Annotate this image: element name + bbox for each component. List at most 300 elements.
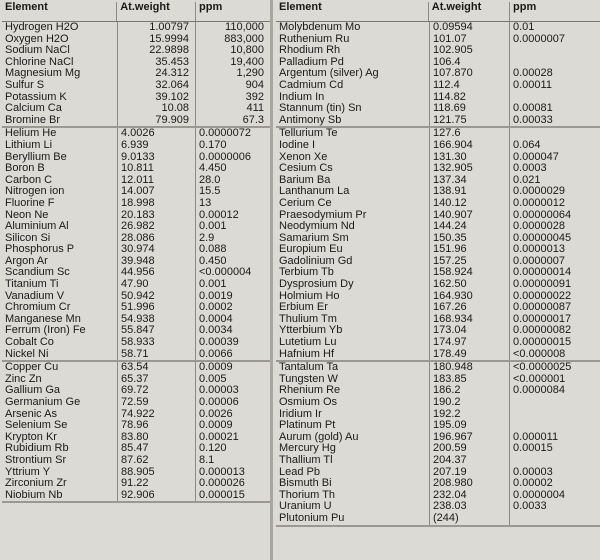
table-row[interactable] (2, 115, 270, 127)
ppm-cell[interactable]: 0.0009 (199, 420, 233, 432)
table-row[interactable] (2, 221, 270, 233)
header-atomic-weight[interactable]: At.weight (429, 2, 510, 21)
ppm-cell[interactable]: 0.00000091 (513, 279, 572, 291)
atomic-weight-cell[interactable]: 140.12 (430, 198, 510, 210)
ppm-cell[interactable] (510, 92, 600, 104)
table-row[interactable] (276, 175, 600, 187)
ppm-cell[interactable]: 13 (199, 197, 212, 209)
table-row[interactable] (2, 175, 270, 187)
element-name-cell[interactable]: Chromium Cr (2, 302, 118, 314)
table-row[interactable] (2, 432, 270, 444)
table-row[interactable] (276, 34, 600, 46)
table-row[interactable] (276, 337, 600, 349)
header-ppm[interactable]: ppm (199, 1, 223, 13)
element-name-cell[interactable]: Lead Pb (276, 467, 430, 479)
atomic-weight-cell[interactable]: 183.85 (430, 374, 510, 386)
header-ppm[interactable]: ppm (513, 1, 537, 13)
ppm-cell[interactable]: 10,800 (230, 45, 264, 57)
ppm-cell[interactable]: 28.0 (199, 174, 221, 186)
atomic-weight-cell[interactable]: 137.34 (430, 175, 510, 187)
ppm-cell[interactable] (510, 45, 600, 57)
ppm-cell[interactable]: 0.0000072 (199, 128, 251, 140)
table-row[interactable] (276, 80, 600, 92)
atomic-weight-cell[interactable]: 114.82 (430, 92, 510, 104)
atomic-weight-cell[interactable]: 0.09594 (430, 22, 510, 34)
element-name-cell[interactable]: Nickel Ni (2, 349, 118, 361)
atomic-weight-cell[interactable]: 167.26 (430, 302, 510, 314)
table-row[interactable] (276, 244, 600, 256)
atomic-weight-cell[interactable]: 32.064 (118, 80, 196, 92)
element-name-cell[interactable]: Osmium Os (276, 397, 430, 409)
element-name-cell[interactable]: Nitrogen ion (2, 186, 118, 198)
element-name-cell[interactable]: Molybdenum Mo (276, 22, 430, 34)
atomic-weight-cell[interactable]: 174.97 (430, 337, 510, 349)
element-name-cell[interactable]: Calcium Ca (2, 103, 118, 115)
ppm-cell[interactable]: 0.0000007 (513, 255, 565, 267)
table-row[interactable] (276, 409, 600, 421)
element-name-cell[interactable]: Cesium Cs (276, 163, 430, 175)
table-row[interactable] (2, 337, 270, 349)
element-name-cell[interactable]: Tellurium Te (276, 128, 430, 140)
ppm-cell[interactable]: 904 (245, 79, 264, 91)
element-name-cell[interactable]: Neon Ne (2, 210, 118, 222)
atomic-weight-cell[interactable]: 195.09 (430, 420, 510, 432)
element-name-cell[interactable]: Holmium Ho (276, 291, 430, 303)
table-row[interactable] (276, 490, 600, 502)
table-row[interactable] (276, 455, 600, 467)
element-name-cell[interactable]: Erbium Er (276, 302, 430, 314)
header-element[interactable]: Element (276, 2, 429, 21)
ppm-cell[interactable]: 0.00003 (199, 385, 239, 397)
atomic-weight-cell[interactable]: 9.0133 (118, 152, 196, 164)
table-row[interactable] (2, 420, 270, 432)
table-row[interactable] (2, 455, 270, 467)
ppm-cell[interactable]: 0.0009 (199, 362, 233, 374)
ppm-cell[interactable]: 0.120 (199, 443, 227, 455)
atomic-weight-cell[interactable]: 14.007 (118, 186, 196, 198)
element-name-cell[interactable]: Arsenic As (2, 409, 118, 421)
element-name-cell[interactable]: Platinum Pt (276, 420, 430, 432)
table-row[interactable] (2, 80, 270, 92)
atomic-weight-cell[interactable]: 180.948 (430, 362, 510, 374)
element-name-cell[interactable]: Gadolinium Gd (276, 256, 430, 268)
element-name-cell[interactable]: Krypton Kr (2, 432, 118, 444)
atomic-weight-cell[interactable]: 132.905 (430, 163, 510, 175)
atomic-weight-cell[interactable]: 22.9898 (118, 45, 196, 57)
atomic-weight-cell[interactable]: 26.982 (118, 221, 196, 233)
element-name-cell[interactable]: Chlorine NaCl (2, 57, 118, 69)
table-row[interactable] (276, 513, 600, 525)
atomic-weight-cell[interactable]: 6.939 (118, 140, 196, 152)
ppm-cell[interactable]: 0.00000017 (513, 313, 572, 325)
ppm-cell[interactable]: 0.00015 (513, 443, 553, 455)
element-name-cell[interactable]: Plutonium Pu (276, 513, 430, 525)
atomic-weight-cell[interactable]: 78.96 (118, 420, 196, 432)
ppm-cell[interactable]: 0.000011 (513, 431, 559, 443)
atomic-weight-cell[interactable]: 28.086 (118, 233, 196, 245)
element-name-cell[interactable]: Argentum (silver) Ag (276, 68, 430, 80)
table-row[interactable] (276, 92, 600, 104)
element-name-cell[interactable]: Aurum (gold) Au (276, 432, 430, 444)
ppm-cell[interactable] (510, 420, 600, 432)
element-name-cell[interactable]: Niobium Nb (2, 490, 118, 502)
table-row[interactable] (2, 349, 270, 361)
table-row[interactable] (276, 385, 600, 397)
atomic-weight-cell[interactable]: 1.00797 (118, 22, 196, 34)
element-name-cell[interactable]: Ferrum (Iron) Fe (2, 325, 118, 337)
element-name-cell[interactable]: Sulfur S (2, 80, 118, 92)
atomic-weight-cell[interactable]: 131.30 (430, 152, 510, 164)
table-row[interactable] (276, 362, 600, 374)
table-row[interactable] (2, 374, 270, 386)
atomic-weight-cell[interactable]: 69.72 (118, 385, 196, 397)
table-row[interactable] (2, 267, 270, 279)
table-row[interactable] (276, 478, 600, 490)
element-name-cell[interactable]: Gallium Ga (2, 385, 118, 397)
atomic-weight-cell[interactable]: 178.49 (430, 349, 510, 361)
ppm-cell[interactable]: 0.021 (513, 174, 541, 186)
element-name-cell[interactable]: Yttrium Y (2, 467, 118, 479)
element-name-cell[interactable]: Tungsten W (276, 374, 430, 386)
element-name-cell[interactable]: Indium In (276, 92, 430, 104)
element-name-cell[interactable]: Ytterbium Yb (276, 325, 430, 337)
ppm-cell[interactable]: 0.0000029 (513, 186, 565, 198)
atomic-weight-cell[interactable]: 39.948 (118, 256, 196, 268)
element-name-cell[interactable]: Cadmium Cd (276, 80, 430, 92)
element-name-cell[interactable]: Aluminium Al (2, 221, 118, 233)
atomic-weight-cell[interactable]: 85.47 (118, 443, 196, 455)
ppm-cell[interactable] (510, 57, 600, 69)
table-row[interactable] (276, 302, 600, 314)
element-name-cell[interactable]: Strontium Sr (2, 455, 118, 467)
ppm-cell[interactable]: <0.000004 (199, 267, 252, 279)
element-name-cell[interactable]: Palladium Pd (276, 57, 430, 69)
table-row[interactable] (2, 45, 270, 57)
table-row[interactable] (2, 68, 270, 80)
ppm-cell[interactable]: 0.0000028 (513, 221, 565, 233)
table-row[interactable] (276, 210, 600, 222)
ppm-cell[interactable]: 0.0034 (199, 325, 233, 337)
table-row[interactable] (2, 34, 270, 46)
element-name-cell[interactable]: Potassium K (2, 92, 118, 104)
element-name-cell[interactable]: Stannum (tin) Sn (276, 103, 430, 115)
element-name-cell[interactable]: Xenon Xe (276, 152, 430, 164)
table-row[interactable] (2, 279, 270, 291)
ppm-cell[interactable]: 0.005 (199, 373, 227, 385)
ppm-cell[interactable]: 0.0066 (199, 348, 233, 360)
atomic-weight-cell[interactable]: 18.998 (118, 198, 196, 210)
element-name-cell[interactable]: Lithium Li (2, 140, 118, 152)
atomic-weight-cell[interactable]: 138.91 (430, 186, 510, 198)
ppm-cell[interactable]: 0.000015 (199, 489, 245, 501)
element-name-cell[interactable]: Germanium Ge (2, 397, 118, 409)
atomic-weight-cell[interactable]: 158.924 (430, 267, 510, 279)
table-row[interactable] (276, 152, 600, 164)
ppm-cell[interactable]: 0.001 (199, 279, 227, 291)
ppm-cell[interactable] (510, 513, 600, 525)
ppm-cell[interactable]: 0.00002 (513, 478, 553, 490)
ppm-cell[interactable]: 110,000 (225, 22, 264, 33)
table-row[interactable] (2, 291, 270, 303)
table-row[interactable] (276, 374, 600, 386)
table-row[interactable] (2, 325, 270, 337)
element-name-cell[interactable]: Uranium U (276, 501, 430, 513)
element-name-cell[interactable]: Barium Ba (276, 175, 430, 187)
atomic-weight-cell[interactable]: 44.956 (118, 267, 196, 279)
atomic-weight-cell[interactable]: 87.62 (118, 455, 196, 467)
element-name-cell[interactable]: Thorium Th (276, 490, 430, 502)
ppm-cell[interactable]: 0.00011 (513, 79, 552, 91)
atomic-weight-cell[interactable]: 112.4 (430, 80, 510, 92)
table-row[interactable] (2, 302, 270, 314)
ppm-cell[interactable]: 0.00039 (199, 337, 239, 349)
ppm-cell[interactable]: 0.0000006 (199, 151, 251, 163)
atomic-weight-cell[interactable]: 47.90 (118, 279, 196, 291)
element-name-cell[interactable]: Terbium Tb (276, 267, 430, 279)
atomic-weight-cell[interactable]: 166.904 (430, 140, 510, 152)
element-name-cell[interactable]: Samarium Sm (276, 233, 430, 245)
ppm-cell[interactable]: 883,000 (224, 33, 264, 45)
atomic-weight-cell[interactable]: 107.870 (430, 68, 510, 80)
atomic-weight-cell[interactable]: 83.80 (118, 432, 196, 444)
atomic-weight-cell[interactable]: 208.980 (430, 478, 510, 490)
atomic-weight-cell[interactable]: 39.102 (118, 92, 196, 104)
ppm-cell[interactable]: 0.00000045 (513, 232, 572, 244)
table-row[interactable] (276, 325, 600, 337)
table-row[interactable] (2, 233, 270, 245)
atomic-weight-cell[interactable]: 162.50 (430, 279, 510, 291)
table-row[interactable] (276, 279, 600, 291)
table-row[interactable] (276, 22, 600, 34)
table-row[interactable] (2, 57, 270, 69)
element-name-cell[interactable]: Hafnium Hf (276, 349, 430, 361)
ppm-cell[interactable]: 0.00006 (199, 397, 239, 408)
atomic-weight-cell[interactable]: 92.906 (118, 490, 196, 502)
table-row[interactable] (2, 478, 270, 490)
ppm-cell[interactable]: 0.00028 (513, 68, 553, 80)
atomic-weight-cell[interactable]: 65.37 (118, 374, 196, 386)
atomic-weight-cell[interactable]: 151.96 (430, 244, 510, 256)
atomic-weight-cell[interactable]: 118.69 (430, 103, 510, 115)
element-name-cell[interactable]: Argon Ar (2, 256, 118, 268)
ppm-cell[interactable]: 0.01 (513, 22, 535, 33)
table-row[interactable] (276, 420, 600, 432)
element-name-cell[interactable]: Iodine I (276, 140, 430, 152)
table-row[interactable] (276, 163, 600, 175)
atomic-weight-cell[interactable]: 101.07 (430, 34, 510, 46)
ppm-cell[interactable]: 392 (245, 91, 264, 103)
ppm-cell[interactable]: 67.3 (242, 114, 264, 126)
element-name-cell[interactable]: Magnesium Mg (2, 68, 118, 80)
ppm-cell[interactable]: 0.000013 (199, 466, 245, 478)
atomic-weight-cell[interactable]: 58.933 (118, 337, 196, 349)
atomic-weight-cell[interactable]: 12.011 (118, 175, 196, 187)
ppm-cell[interactable]: 0.00021 (199, 431, 239, 443)
table-row[interactable] (276, 233, 600, 245)
element-name-cell[interactable]: Lanthanum La (276, 186, 430, 198)
element-name-cell[interactable]: Rubidium Rb (2, 443, 118, 455)
ppm-cell[interactable]: 0.0026 (199, 408, 233, 420)
atomic-weight-cell[interactable]: 54.938 (118, 314, 196, 326)
element-name-cell[interactable]: Praesodymium Pr (276, 210, 430, 222)
table-row[interactable] (2, 152, 270, 164)
element-name-cell[interactable]: Zinc Zn (2, 374, 118, 386)
table-row[interactable] (276, 115, 600, 127)
ppm-cell[interactable]: 0.00000064 (513, 209, 572, 221)
element-name-cell[interactable]: Scandium Sc (2, 267, 118, 279)
table-row[interactable] (276, 68, 600, 80)
element-name-cell[interactable]: Sodium NaCl (2, 45, 118, 57)
table-row[interactable] (276, 256, 600, 268)
table-row[interactable] (276, 267, 600, 279)
ppm-cell[interactable]: 0.0004 (199, 313, 233, 325)
table-row[interactable] (2, 397, 270, 409)
header-element[interactable]: Element (2, 2, 117, 21)
table-row[interactable] (2, 244, 270, 256)
ppm-cell[interactable] (510, 455, 600, 467)
table-row[interactable] (2, 385, 270, 397)
table-row[interactable] (276, 467, 600, 479)
ppm-cell[interactable]: <0.0000025 (513, 362, 572, 374)
atomic-weight-cell[interactable]: 20.183 (118, 210, 196, 222)
element-name-cell[interactable]: Thulium Tm (276, 314, 430, 326)
ppm-cell[interactable]: 0.0000084 (513, 385, 565, 397)
atomic-weight-cell[interactable]: 24.312 (118, 68, 196, 80)
atomic-weight-cell[interactable]: 238.03 (430, 501, 510, 513)
table-row[interactable] (2, 198, 270, 210)
ppm-cell[interactable] (510, 397, 600, 409)
atomic-weight-cell[interactable]: 186.2 (430, 385, 510, 397)
ppm-cell[interactable]: <0.000008 (513, 348, 566, 360)
atomic-weight-cell[interactable]: 200.59 (430, 443, 510, 455)
ppm-cell[interactable]: 0.0000004 (513, 489, 565, 501)
atomic-weight-cell[interactable]: 58.71 (118, 349, 196, 361)
ppm-cell[interactable]: 0.000026 (199, 478, 245, 490)
table-row[interactable] (276, 443, 600, 455)
ppm-cell[interactable]: 15.5 (199, 186, 221, 198)
element-name-cell[interactable]: Titanium Ti (2, 279, 118, 291)
atomic-weight-cell[interactable]: 144.24 (430, 221, 510, 233)
table-row[interactable] (276, 291, 600, 303)
table-row[interactable] (276, 186, 600, 198)
atomic-weight-cell[interactable]: 79.909 (118, 115, 196, 127)
atomic-weight-cell[interactable]: 207.19 (430, 467, 510, 479)
ppm-cell[interactable]: 0.001 (199, 221, 227, 233)
atomic-weight-cell[interactable]: 102.905 (430, 45, 510, 57)
ppm-cell[interactable]: 0.000047 (513, 151, 559, 163)
element-name-cell[interactable]: Mercury Hg (276, 443, 430, 455)
element-name-cell[interactable]: Silicon Si (2, 233, 118, 245)
atomic-weight-cell[interactable]: 15.9994 (118, 34, 196, 46)
atomic-weight-cell[interactable]: 196.967 (430, 432, 510, 444)
table-row[interactable] (276, 501, 600, 513)
ppm-cell[interactable]: 8.1 (199, 454, 215, 466)
element-name-cell[interactable]: Ruthenium Ru (276, 34, 430, 46)
element-name-cell[interactable]: Cerium Ce (276, 198, 430, 210)
atomic-weight-cell[interactable]: 91.22 (118, 478, 196, 490)
element-name-cell[interactable]: Carbon C (2, 175, 118, 187)
ppm-cell[interactable] (510, 128, 600, 140)
atomic-weight-cell[interactable]: 35.453 (118, 57, 196, 69)
ppm-cell[interactable]: 19,400 (230, 56, 264, 68)
table-row[interactable] (2, 362, 270, 374)
atomic-weight-cell[interactable]: 190.2 (430, 397, 510, 409)
ppm-cell[interactable]: 0.450 (199, 255, 227, 267)
table-row[interactable] (2, 128, 270, 140)
ppm-cell[interactable]: 1,290 (236, 68, 264, 80)
element-name-cell[interactable]: Boron B (2, 163, 118, 175)
element-name-cell[interactable]: Zirconium Zr (2, 478, 118, 490)
atomic-weight-cell[interactable]: 88.905 (118, 467, 196, 479)
atomic-weight-cell[interactable]: 50.942 (118, 291, 196, 303)
atomic-weight-cell[interactable]: 72.59 (118, 397, 196, 409)
element-name-cell[interactable]: Hydrogen H2O (2, 22, 118, 34)
element-name-cell[interactable]: Selenium Se (2, 420, 118, 432)
element-name-cell[interactable]: Phosphorus P (2, 244, 118, 256)
atomic-weight-cell[interactable]: 127.6 (430, 128, 510, 140)
element-name-cell[interactable]: Vanadium V (2, 291, 118, 303)
element-name-cell[interactable]: Copper Cu (2, 362, 118, 374)
element-name-cell[interactable]: Cobalt Co (2, 337, 118, 349)
element-name-cell[interactable]: Beryllium Be (2, 152, 118, 164)
ppm-cell[interactable]: 0.0000012 (513, 197, 565, 209)
ppm-cell[interactable]: 0.0019 (199, 290, 233, 302)
table-row[interactable] (276, 432, 600, 444)
atomic-weight-cell[interactable]: (244) (430, 513, 510, 525)
atomic-weight-cell[interactable]: 106.4 (430, 57, 510, 69)
ppm-cell[interactable]: 0.00000087 (513, 302, 572, 314)
atomic-weight-cell[interactable]: 121.75 (430, 115, 510, 127)
element-name-cell[interactable]: Europium Eu (276, 244, 430, 256)
ppm-cell[interactable]: 0.170 (199, 139, 227, 151)
element-name-cell[interactable]: Rhodium Rh (276, 45, 430, 57)
atomic-weight-cell[interactable]: 157.25 (430, 256, 510, 268)
ppm-cell[interactable]: 0.00003 (513, 466, 553, 478)
ppm-cell[interactable]: 0.0003 (513, 163, 547, 175)
ppm-cell[interactable]: 0.0002 (199, 302, 233, 314)
table-row[interactable] (2, 409, 270, 421)
element-name-cell[interactable]: Fluorine F (2, 198, 118, 210)
atomic-weight-cell[interactable]: 55.847 (118, 325, 196, 337)
table-row[interactable] (2, 186, 270, 198)
table-row[interactable] (2, 314, 270, 326)
ppm-cell[interactable]: 0.00081 (513, 103, 553, 115)
element-name-cell[interactable]: Thallium Tl (276, 455, 430, 467)
ppm-cell[interactable]: 0.0000013 (513, 244, 565, 256)
atomic-weight-cell[interactable]: 51.996 (118, 302, 196, 314)
element-name-cell[interactable]: Oxygen H2O (2, 34, 118, 46)
table-row[interactable] (276, 397, 600, 409)
atomic-weight-cell[interactable]: 173.04 (430, 325, 510, 337)
atomic-weight-cell[interactable]: 192.2 (430, 409, 510, 421)
table-row[interactable] (2, 103, 270, 115)
ppm-cell[interactable]: 0.00000082 (513, 325, 572, 337)
ppm-cell[interactable]: 0.064 (513, 139, 541, 151)
element-name-cell[interactable]: Antimony Sb (276, 115, 430, 127)
atomic-weight-cell[interactable]: 168.934 (430, 314, 510, 326)
atomic-weight-cell[interactable]: 74.922 (118, 409, 196, 421)
table-row[interactable] (276, 140, 600, 152)
table-row[interactable] (276, 57, 600, 69)
table-row[interactable] (2, 490, 270, 502)
element-name-cell[interactable]: Lutetium Lu (276, 337, 430, 349)
table-row[interactable] (2, 92, 270, 104)
table-row[interactable] (2, 256, 270, 268)
table-row[interactable] (2, 140, 270, 152)
table-row[interactable] (2, 443, 270, 455)
element-name-cell[interactable]: Bromine Br (2, 115, 118, 127)
atomic-weight-cell[interactable]: 10.08 (118, 103, 196, 115)
